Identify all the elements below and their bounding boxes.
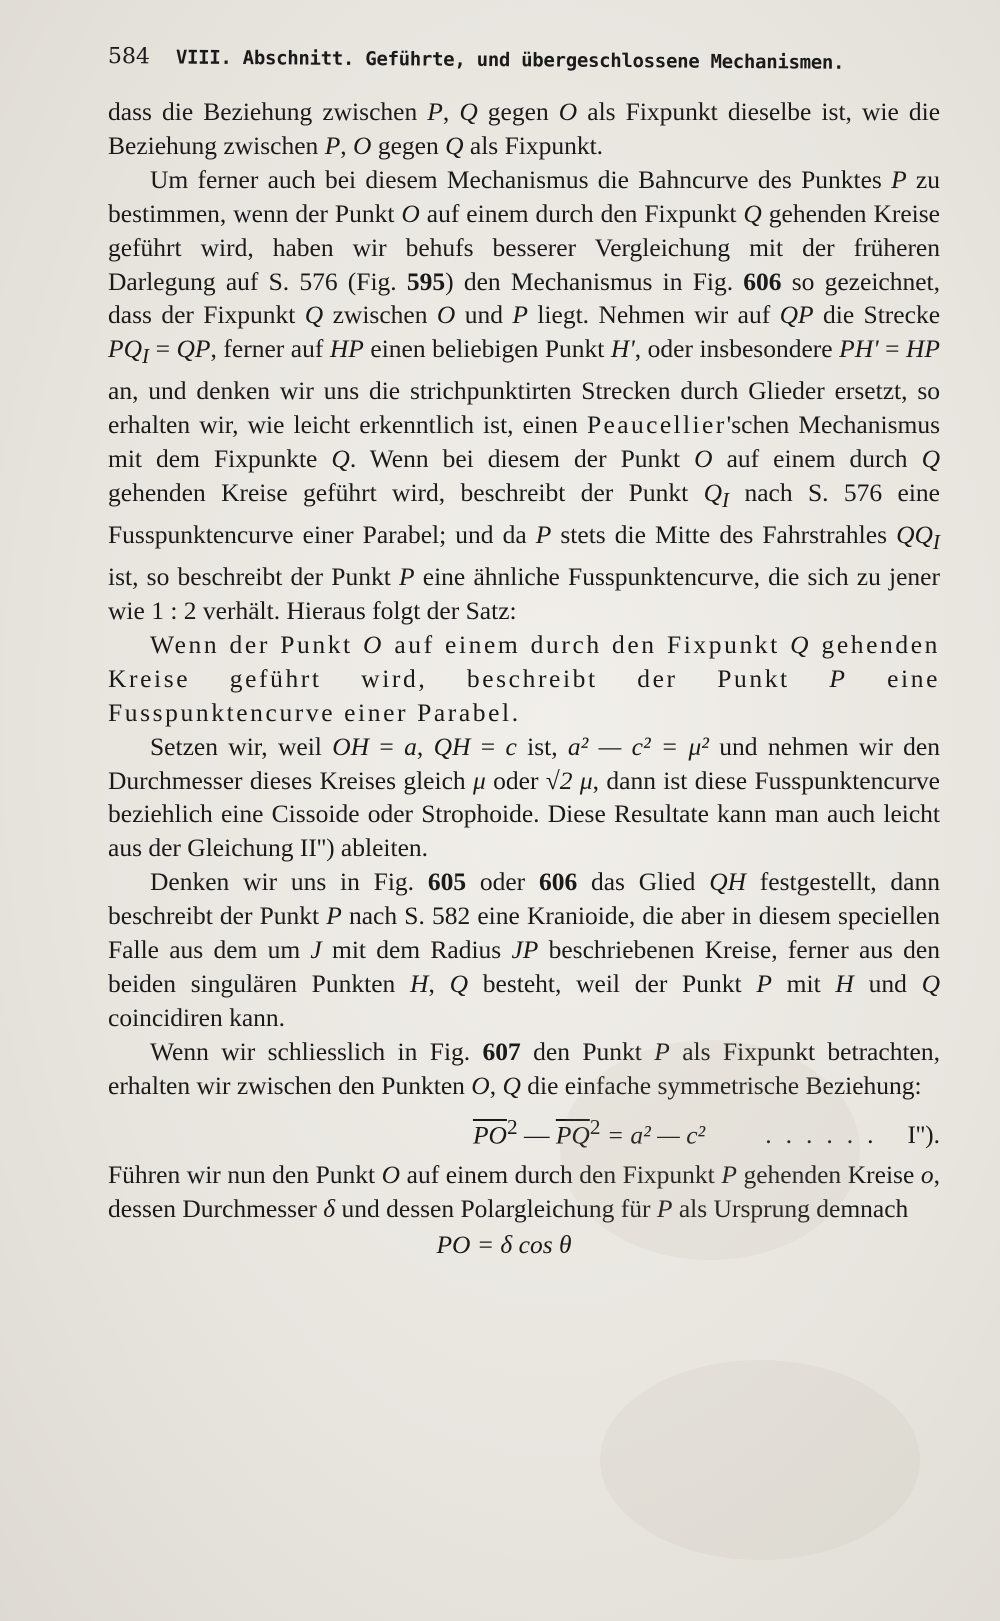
section-title: VIII. Abschnitt. Geführte, und übergeschlossene Mechanismen. — [175, 46, 845, 74]
theorem: Wenn der Punkt O auf einem durch den Fixpunkt Q gehenden Kreise geführt wird, beschreibt der Punkt P eine Fusspunktencurve einer Parabel. — [108, 629, 940, 727]
polar-equation: PO = δ cos θ — [436, 1229, 572, 1259]
equation-label: I''). — [907, 1120, 940, 1150]
equation-leader-dots: ...... — [765, 1120, 888, 1150]
paragraph: Führen wir nun den Punkt O auf einem durch den Fixpunkt P gehenden Kreise o, dessen Durchmesser δ und dessen Polargleichung für P als Ursprung demnach — [108, 1159, 940, 1223]
paragraph: Setzen wir, weil OH = a, QH = c ist, a² — c² = μ² und nehmen wir den Durchmesser dieses Kreises gleich μ oder √2 μ, dann ist diese Fusspunktencurve beziehlich eine Cissoide oder Strophoide. Diese Resultate kann man auch leicht aus der Gleichung II'') ableiten. — [108, 731, 941, 863]
paragraph: Wenn wir schliesslich in Fig. 607 den Punkt P als Fixpunkt betrachten, erhalten wir zwischen den Punkten O, Q die einfache symmetrische Beziehung: — [108, 1036, 940, 1100]
paragraph: dass die Beziehung zwischen P, Q gegen O als Fixpunkt dieselbe ist, wie die Beziehung zwischen P, O gegen Q als Fixpunkt. — [108, 97, 941, 160]
running-head — [108, 44, 940, 76]
page-number: 584 — [107, 44, 150, 70]
paragraph: Um ferner auch bei diesem Mechanismus die Bahncurve des Punktes P zu bestimmen, wenn der Punkt O auf einem durch den Fixpunkt Q gehenden Kreise geführt wird, haben wir behufs besserer Vergleichung mit der früheren Darlegung auf S. 576 (Fig. 595) den Mechanismus in Fig. 606 so gezeichnet, dass der Fixpunkt Q zwischen O und P liegt. Nehmen wir auf QP die Strecke $PQ_I$ = QP, ferner auf HP einen beliebigen Punkt H', oder insbesondere PH' = HP an, und denken wir uns die strichpunktirten Strecken durch Glieder ersetzt, so erhalten wir, wie leicht erkenntlich ist, einen Peaucellier'schen Mechanismus mit dem Fixpunkte Q. Wenn bei diesem der Punkt O auf einem durch Q gehenden Kreise geführt wird, beschreibt der Punkt $Q_I$ nach S. 576 eine Fusspunktencurve einer Parabel; und da P stets die Mitte des Fahrstrahles $QQ_I$ ist, so beschreibt der Punkt P eine ähnliche Fusspunktencurve, die sich zu jener wie 1 : 2 verhält. Hieraus folgt der Satz: — [108, 164, 941, 625]
paper-stain — [600, 1360, 920, 1560]
body-text — [108, 95, 940, 1262]
paragraph: Denken wir uns in Fig. 605 oder 606 das Glied QH festgestellt, dann beschreibt der Punkt P nach S. 582 eine Kranioide, die aber in diesem speciellen Falle aus dem um J mit dem Radius JP beschriebenen Kreise, ferner aus den beiden singulären Punkten H, Q besteht, weil der Punkt P mit H und Q coincidiren kann. — [108, 867, 941, 1032]
equation-expression: $\overline{PO}^2$ — $\overline{PQ}^2 = a^2$ — c² — [472, 1114, 706, 1150]
equation-ii — [108, 1111, 940, 1152]
